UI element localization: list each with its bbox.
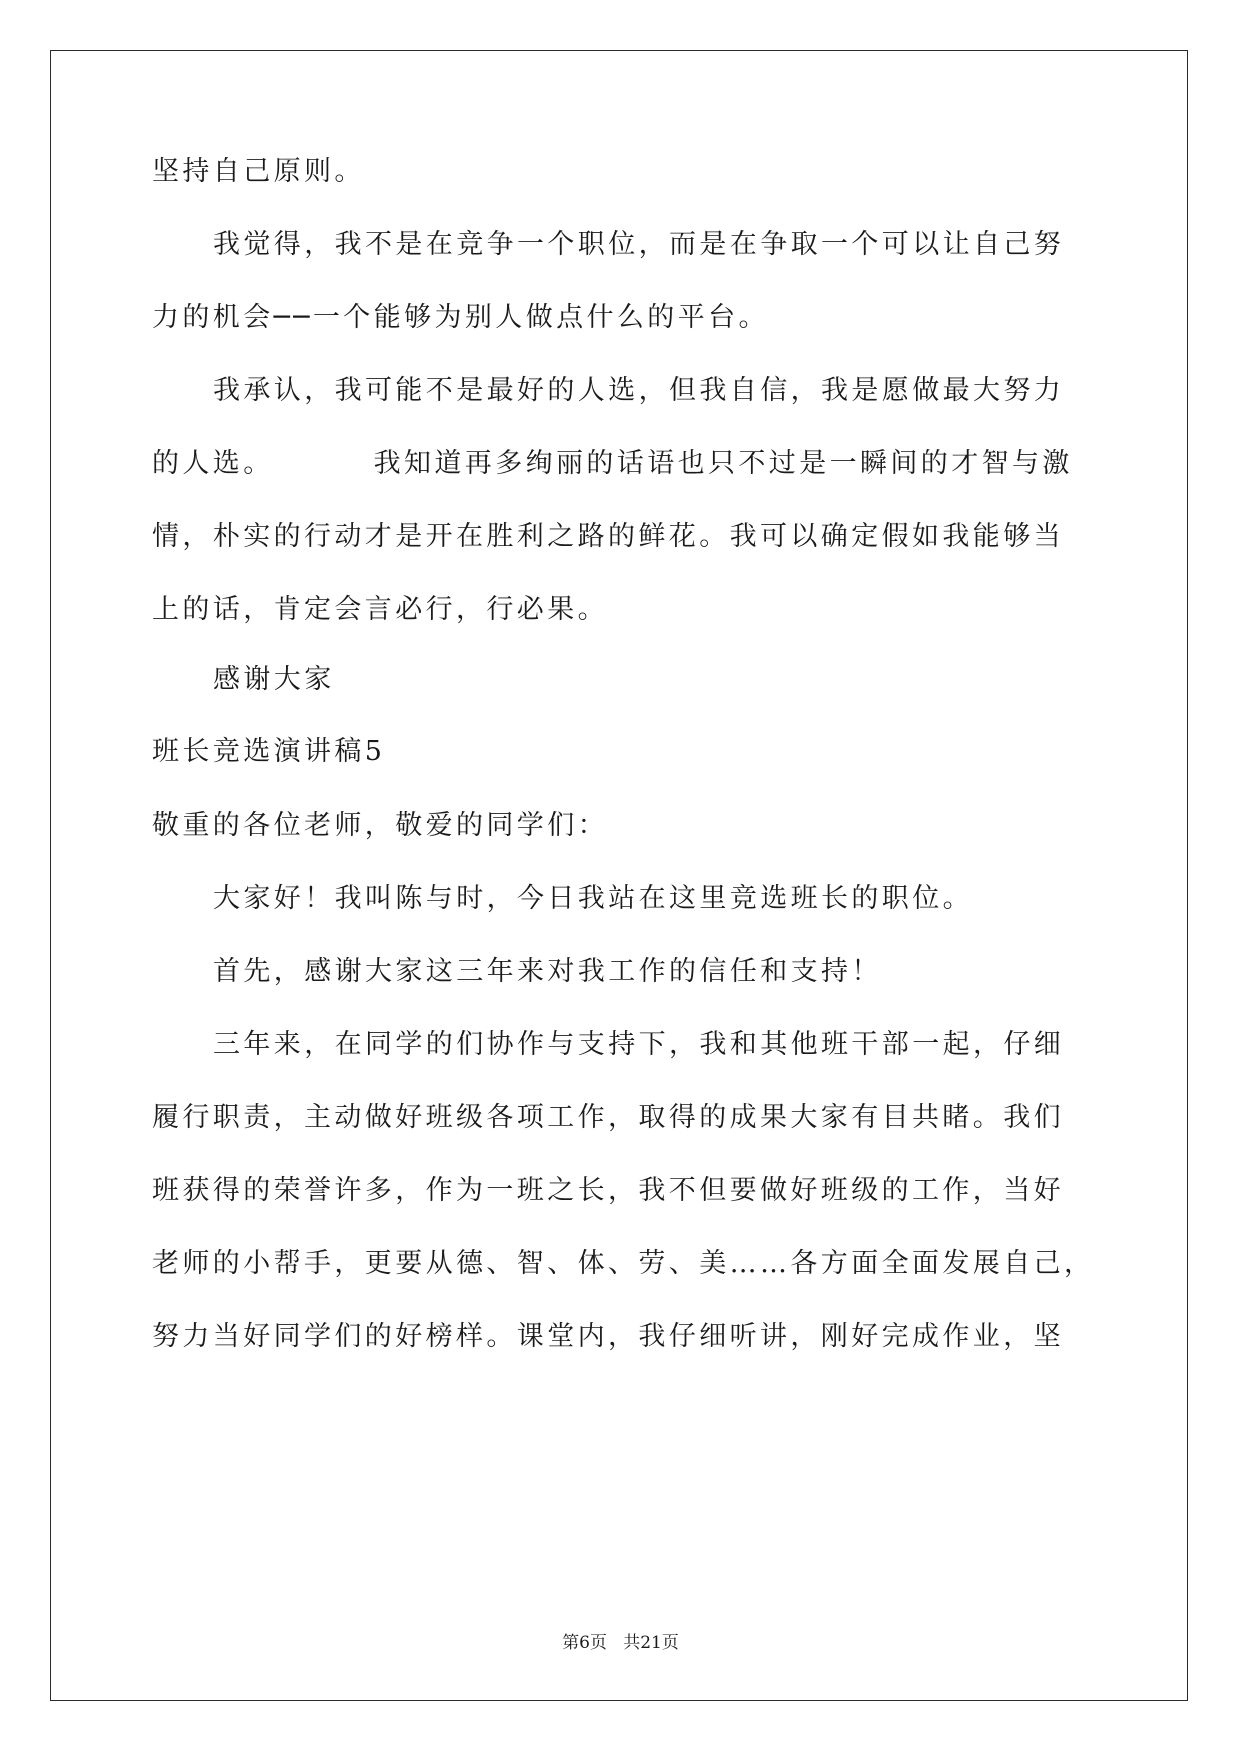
text-line: 班获得的荣誉许多，作为一班之长，我不但要做好班级的工作，当好: [152, 1175, 1064, 1206]
section-heading: 班长竞选演讲稿5: [152, 736, 386, 767]
text-line-part: 的人选。: [152, 448, 274, 479]
text-line: 情，朴实的行动才是开在胜利之路的鲜花。我可以确定假如我能够当: [152, 521, 1064, 552]
text-line: 感谢大家: [213, 664, 335, 695]
text-line: 三年来，在同学的们协作与支持下，我和其他班干部一起，仔细: [213, 1029, 1065, 1060]
page-total: 共21页: [623, 1633, 679, 1653]
page-border: [50, 50, 1188, 1701]
text-line: 大家好！我叫陈与时，今日我站在这里竞选班长的职位。: [213, 883, 973, 914]
text-line: 我觉得，我不是在竞争一个职位，而是在争取一个可以让自己努: [213, 229, 1065, 260]
text-line: 力的机会──一个能够为别人做点什么的平台。: [152, 302, 769, 333]
text-line: 敬重的各位老师，敬爱的同学们：: [152, 810, 608, 841]
text-line: 上的话，肯定会言必行，行必果。: [152, 594, 608, 625]
text-line: 履行职责，主动做好班级各项工作，取得的成果大家有目共睹。我们: [152, 1102, 1064, 1133]
text-line: 我承认，我可能不是最好的人选，但我自信，我是愿做最大努力: [213, 375, 1065, 406]
page-footer: [0, 1633, 1241, 1653]
text-line: 首先，感谢大家这三年来对我工作的信任和支持！: [213, 956, 882, 987]
text-line: 老师的小帮手，更要从德、智、体、劳、美……各方面全面发展自己，: [152, 1248, 1095, 1279]
text-line: 坚持自己原则。: [152, 156, 365, 187]
page-number: 第6页: [562, 1633, 607, 1653]
text-line-part: 我知道再多绚丽的话语也只不过是一瞬间的才智与激: [373, 448, 1073, 479]
text-line: 努力当好同学们的好榜样。课堂内，我仔细听讲，刚好完成作业，坚: [152, 1321, 1064, 1352]
text-line: [152, 448, 1073, 480]
